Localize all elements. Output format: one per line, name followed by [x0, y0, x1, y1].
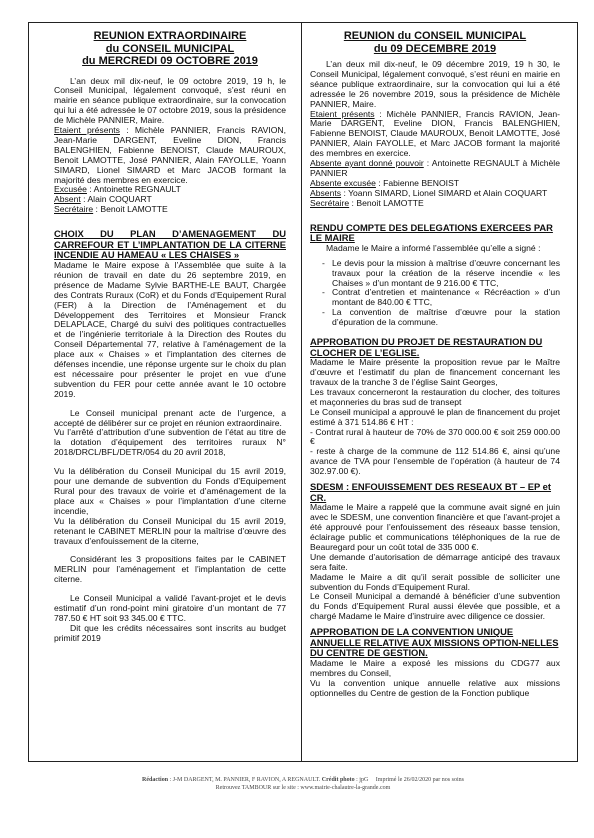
left-paragraph-2: Le Conseil municipal prenant acte de l’urgence, a accepté de délibérer sur ce projet en réunion extraordinaire.: [54, 407, 286, 428]
secretaire-text: : Benoit LAMOTTE: [349, 197, 424, 208]
list-item: - La convention de maîtrise d’œuvre pour la station d’épuration de la commune.: [332, 308, 560, 328]
excuse-label: Excusée: [54, 184, 87, 195]
right-title: [310, 30, 560, 55]
footer: [28, 776, 578, 792]
left-title: [54, 30, 286, 68]
left-title-line-2: du CONSEIL MUNICIPAL: [105, 42, 235, 55]
left-presents: [54, 126, 286, 185]
presents-text: : Michèle PANNIER, Francis RAVION, Jean-Marie DARGENT, Eveline DION, Francis BALENGHIEN, Fabienne BENOIST, Claude MAUROUX, Benoit LAMOTTE, José PANNIER, Alain FAYOLLE, et Marc JACOB formant la majorité des membres en exercice.: [310, 108, 560, 159]
sdesm-paragraph-1: Madame le Maire a rappelé que la commune avait signé en juin avec le SDESM, une convention financière et que l’avant-projet a été approuvé pour l’enfouissement des réseaux basse tension, éclairage public et communications téléphoniques de la rue de Beauregard pour un coût total de 335 000 €.: [310, 502, 560, 552]
section-title-clocher: APPROBATION DU PROJET DE RESTAURATION DU CLOCHER DE L’EGLISE.: [310, 336, 543, 358]
left-paragraph-3: Vu l’arrêté d’attribution d’une subvention de l’état au titre de la dotation d’équipement des territoires ruraux N° 2018/DRCL/BFL/DETR/054 du 20 avril 2018,: [54, 427, 286, 458]
redaction-text: : J-M DARGENT, M. PANNIER, F RAVION, A REGNAULT.: [169, 777, 321, 783]
left-section-title: CHOIX DU PLAN D’AMENAGEMENT DU CARREFOUR ET L’IMPLANTATION DE LA CITERNE INCENDIE AU HAMEAU « LES CHAISES »: [54, 228, 286, 261]
delegations-list: [310, 259, 560, 328]
left-column: [54, 30, 286, 644]
convention-paragraph-2: Vu la convention unique annuelle relative aux missions optionnelles du Centre de gestion de la Fonction publique: [310, 677, 560, 698]
secretaire-text: : Benoit LAMOTTE: [93, 204, 168, 215]
left-paragraph-5: Vu la délibération du Conseil Municipal du 15 avril 2019, retenant le CABINET MERLIN pour la maîtrise d’œuvre des travaux d’enfouissement de la citerne,: [54, 515, 286, 546]
column-divider: [301, 22, 302, 762]
clocher-paragraph-3: Le Conseil municipal a approuvé le plan de financement du projet estimé à 371 514.86 € HT :: [310, 406, 560, 427]
presents-text: : Michèle PANNIER, Francis RAVION, Jean-Marie DARGENT, Eveline DION, Francis BALENGHIEN, Fabienne BENOIST, Claude MAUROUX, Benoit LAMOTTE, José PANNIER, Alain FAYOLLE, Yoann SIMARD, Lionel SIMARD et Marc JACOB formant la majorité des membres en exercice.: [54, 125, 286, 185]
absent-text: : Alain COQUART: [80, 194, 152, 205]
printed-text: Imprimé le 26/02/2020 par nos soins: [375, 777, 464, 783]
right-title-line-2: du 09 DECEMBRE 2019: [373, 42, 497, 55]
left-paragraph-8: Dit que les crédits nécessaires sont inscrits au budget primitif 2019: [54, 622, 286, 643]
left-title-line-3: du MERCREDI 09 OCTOBRE 2019: [82, 55, 258, 67]
section-title-delegations: RENDU COMPTE DES DELEGATIONS EXERCEES PAR LE MAIRE: [310, 221, 553, 244]
right-intro: L’an deux mil dix-neuf, le 09 décembre 2019, 19 h 30, le Conseil Municipal, légalement convoqué, s’est réuni en mairie en séance publique extraordinaire, sur la convocation qui lui a été adressée le 26 novembre 2019, sous la présidence de Michèle PANNIER, Maire.: [310, 59, 560, 109]
presents-label: Etaient présents: [54, 125, 120, 136]
right-pouvoir: [310, 159, 560, 179]
left-paragraph-6: Considérant les 3 propositions faites par le CABINET MERLIN pour l’aménagement et l’implantation de cette citerne.: [54, 554, 286, 585]
list-item: - Le devis pour la mission à maîtrise d’œuvre concernant les travaux pour la création de la réserve incendie « les Chaises » d’un montant de 9 216.00 € TTC,: [332, 259, 560, 289]
left-paragraph-1: Madame le Maire expose à l’Assemblée que suite à la réunion de travail en date du 26 septembre 2019, en présence de Madame Sylvie BARTHE-LE BAUT, Chargée des Contrats Ruraux (CoR) et du Fonds d’Equipement Rural (FER) à la Direction de l’Aménagement et du Développement des Territoires et Monsieur Franck DELAPLACE, Chargé du suivi des politiques contractuelles et de l’ingénierie territoriale à la Direction des Routes du Conseil Départemental 77, relative à l’aménagement de la place aux « Chaises » et l’implantation des citernes de défenses incendie, une réponse urgente sur le choix du plan est nécessaire pour présenter le projet en vue d’une subvention du FER pour cette année avant le 10 octobre 2019.: [54, 259, 286, 399]
left-secretaire: [54, 205, 286, 215]
sdesm-paragraph-3: Madame le Maire a dit qu’il serait possible de solliciter une subvention du Fonds d’Equipement Rural.: [310, 571, 560, 592]
secretaire-label: Secrétaire: [54, 204, 94, 215]
absents-text: : Yoann SIMARD, Lionel SIMARD et Alain COQUART: [341, 187, 548, 198]
footer-line-1: [28, 776, 578, 784]
credit-label: Crédit photo: [321, 777, 355, 783]
sdesm-paragraph-2: Une demande d’autorisation de démarrage anticipé des travaux sera faite.: [310, 551, 560, 572]
right-title-line-1: REUNION du CONSEIL MUNICIPAL: [343, 30, 527, 42]
presents-label: Etaient présents: [310, 108, 375, 119]
clocher-paragraph-4: - Contrat rural à hauteur de 70% de 370 000.00 € soit 259 000.00 €: [310, 426, 560, 447]
section-title-sdesm: SDESM : ENFOUISSEMENT DES RESEAUX BT – EP et CR.: [310, 481, 552, 503]
right-presents: [310, 110, 560, 160]
excuse-text: : Antoinette REGNAULT: [86, 184, 181, 195]
left-paragraph-4: Vu la délibération du Conseil Municipal du 15 avril 2019, pour une demande de subvention du Fonds d’Equipement Rural pour des travaux de voirie et d’aménagement de la place aux « Chaises » pour l’implantation d’une citerne incendie,: [54, 466, 286, 516]
clocher-paragraph-1: Madame le Maire présente la proposition revue par le Maître d’œuvre et l’estimatif du plan de financement concernant les travaux de la tranche 3 de l’église Saint Georges,: [310, 357, 560, 388]
list-item: - Contrat d’entretien et maintenance « Récréaction » d’un montant de 840.00 € TTC,: [332, 288, 560, 308]
right-secretaire: [310, 199, 560, 209]
convention-paragraph-1: Madame le Maire a exposé les missions du CDG77 aux membres du Conseil,: [310, 657, 560, 678]
excusee-label: Absente excusée: [310, 177, 376, 188]
footer-line-2: Retrouvez TAMBOUR sur le site : www.mairie-chalautre-la-grande.com: [215, 785, 391, 791]
pouvoir-text: : Antoinette REGNAULT à Michèle PANNIER: [310, 158, 560, 178]
pouvoir-label: Absente ayant donné pouvoir: [310, 158, 424, 169]
left-paragraph-7: Le Conseil Municipal a validé l’avant-projet et le devis estimatif d’un rond-point mini giratoire d’un montant de 77 787.50 € HT soit 93 345.00 € TTC.: [54, 593, 286, 623]
absent-label: Absent: [54, 194, 81, 205]
absents-label: Absents: [310, 187, 342, 198]
left-intro: L’an deux mil dix-neuf, le 09 octobre 2019, 19 h, le Conseil Municipal, légalement convoqué, s’est réuni en mairie en séance publique extraordinaire, sur la convocation qui lui a été adressée le 07 octobre 2019, sous la présidence de Michèle PANNIER, Maire.: [54, 75, 286, 126]
excusee-text: : Fabienne BENOIST: [375, 177, 460, 188]
sdesm-paragraph-4: Le Conseil Municipal a demandé à bénéficier d’une subvention du Fonds d’Equipement Rural aussi élevée que possible, et a chargé Madame le Maire d’instruire avec diligence ce dossier.: [310, 591, 560, 622]
clocher-paragraph-2: Les travaux concerneront la restauration du clocher, des toitures et maçonneries du bras sud de transept: [310, 386, 560, 407]
clocher-paragraph-5: - reste à charge de la commune de 112 514.86 €, ainsi qu’une avance de TVA pour l’ensemble de l’opération (à hauteur de 74 302.97.00 €).: [310, 446, 560, 477]
secretaire-label: Secrétaire: [310, 197, 350, 208]
left-title-line-1: REUNION EXTRAORDINAIRE: [93, 30, 247, 42]
section-title-convention: APPROBATION DE LA CONVENTION UNIQUE ANNUELLE RELATIVE AUX MISSIONS OPTION-NELLES DU CENTRE DE GESTION.: [310, 626, 559, 659]
redaction-label: Rédaction: [142, 777, 169, 783]
right-column: [310, 30, 560, 699]
credit-text: : jpG: [356, 777, 369, 783]
delegations-intro: Madame le Maire a informé l’assemblée qu’elle a signé :: [326, 242, 541, 253]
